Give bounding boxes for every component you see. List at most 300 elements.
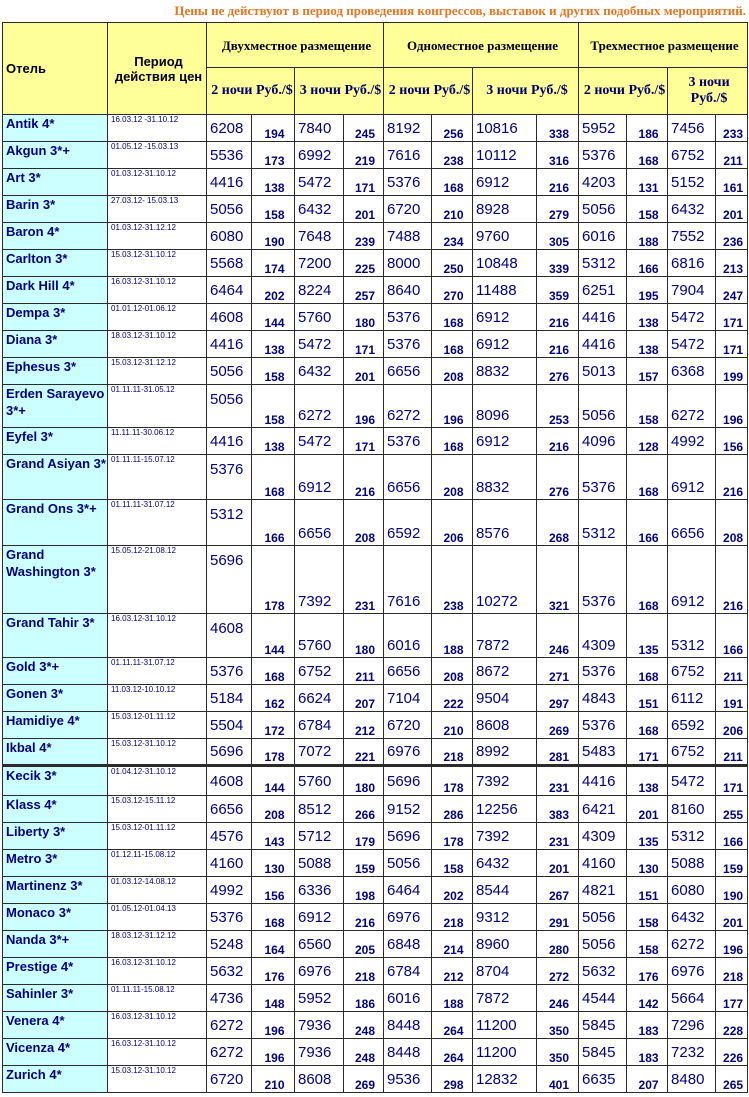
price-rub: 4160 bbox=[207, 850, 252, 877]
price-rub: 6656 bbox=[668, 500, 716, 546]
price-rub: 7904 bbox=[668, 277, 716, 304]
table-row bbox=[3, 658, 748, 685]
table-row bbox=[3, 223, 748, 250]
price-rub: 8832 bbox=[473, 358, 537, 385]
price-rub: 6272 bbox=[384, 385, 432, 428]
price-usd: 268 bbox=[537, 500, 579, 546]
table-row bbox=[3, 877, 748, 904]
price-rub: 7872 bbox=[473, 985, 537, 1012]
price-usd: 264 bbox=[432, 1039, 473, 1066]
validity-period: 01.03.12-14.08.12 bbox=[108, 877, 207, 904]
table-row bbox=[3, 766, 748, 796]
price-usd: 236 bbox=[716, 223, 748, 250]
price-usd: 216 bbox=[716, 455, 748, 500]
validity-period: 15.03.12-31.12.12 bbox=[108, 358, 207, 385]
price-usd: 255 bbox=[716, 796, 748, 823]
price-usd: 201 bbox=[716, 904, 748, 931]
price-rub: 4160 bbox=[579, 850, 627, 877]
price-rub: 6912 bbox=[473, 169, 537, 196]
price-rub: 6464 bbox=[207, 277, 252, 304]
price-rub: 8672 bbox=[473, 658, 537, 685]
price-rub: 12256 bbox=[473, 796, 537, 823]
hotel-name: Martinenz 3* bbox=[3, 877, 108, 904]
price-usd: 297 bbox=[537, 685, 579, 712]
price-usd: 188 bbox=[432, 614, 473, 658]
price-rub: 5472 bbox=[295, 169, 344, 196]
price-rub: 5056 bbox=[207, 385, 252, 428]
table-row bbox=[3, 614, 748, 658]
price-rub: 9152 bbox=[384, 796, 432, 823]
price-usd: 191 bbox=[716, 685, 748, 712]
price-rub: 8992 bbox=[473, 739, 537, 766]
price-usd: 338 bbox=[537, 115, 579, 142]
price-usd: 144 bbox=[252, 614, 295, 658]
price-rub: 6464 bbox=[384, 877, 432, 904]
validity-period: 01.11.11-15.08.12 bbox=[108, 985, 207, 1012]
hotel-name: Hamidiye 4* bbox=[3, 712, 108, 739]
validity-period: 11.03.12-10.10.12 bbox=[108, 685, 207, 712]
price-rub: 5696 bbox=[207, 546, 252, 614]
hotel-name: Dark Hill 4* bbox=[3, 277, 108, 304]
price-rub: 6432 bbox=[295, 196, 344, 223]
price-usd: 270 bbox=[432, 277, 473, 304]
price-usd: 168 bbox=[627, 546, 668, 614]
price-rub: 6656 bbox=[384, 658, 432, 685]
price-rub: 6592 bbox=[384, 500, 432, 546]
price-rub: 4843 bbox=[579, 685, 627, 712]
price-usd: 218 bbox=[432, 904, 473, 931]
price-rub: 5632 bbox=[579, 958, 627, 985]
price-usd: 321 bbox=[537, 546, 579, 614]
price-rub: 4992 bbox=[668, 428, 716, 455]
price-usd: 208 bbox=[432, 658, 473, 685]
price-usd: 194 bbox=[252, 115, 295, 142]
price-rub: 4608 bbox=[207, 614, 252, 658]
price-usd: 178 bbox=[432, 823, 473, 850]
price-rub: 6848 bbox=[384, 931, 432, 958]
hotel-name: Art 3* bbox=[3, 169, 108, 196]
validity-period: 01.12.11-15.08.12 bbox=[108, 850, 207, 877]
price-rub: 6560 bbox=[295, 931, 344, 958]
price-rub: 8224 bbox=[295, 277, 344, 304]
price-rub: 5056 bbox=[384, 850, 432, 877]
price-rub: 5664 bbox=[668, 985, 716, 1012]
validity-period: 16.03.12-31.10.12 bbox=[108, 614, 207, 658]
hotel-name: Gold 3*+ bbox=[3, 658, 108, 685]
price-rub: 9504 bbox=[473, 685, 537, 712]
table-row bbox=[3, 931, 748, 958]
hotel-name: Diana 3* bbox=[3, 331, 108, 358]
price-rub: 8608 bbox=[473, 712, 537, 739]
price-usd: 231 bbox=[537, 766, 579, 796]
price-usd: 130 bbox=[252, 850, 295, 877]
price-usd: 208 bbox=[344, 500, 384, 546]
price-rub: 5056 bbox=[579, 385, 627, 428]
hotel-name: Venera 4* bbox=[3, 1012, 108, 1039]
price-usd: 171 bbox=[627, 739, 668, 766]
price-usd: 221 bbox=[344, 739, 384, 766]
price-rub: 6752 bbox=[668, 142, 716, 169]
header-single-2n: 2 ночи Руб./$ bbox=[384, 68, 473, 115]
price-rub: 6272 bbox=[668, 931, 716, 958]
hotel-name: Ikbal 4* bbox=[3, 739, 108, 766]
validity-period: 15.03.12-01.11.12 bbox=[108, 823, 207, 850]
price-usd: 176 bbox=[252, 958, 295, 985]
price-usd: 148 bbox=[252, 985, 295, 1012]
price-rub: 8640 bbox=[384, 277, 432, 304]
validity-period: 18.03.12-31.10.12 bbox=[108, 331, 207, 358]
price-rub: 6720 bbox=[384, 196, 432, 223]
price-rub: 8192 bbox=[384, 115, 432, 142]
price-rub: 5376 bbox=[579, 455, 627, 500]
price-usd: 159 bbox=[716, 850, 748, 877]
hotel-name: Barin 3* bbox=[3, 196, 108, 223]
price-rub: 5472 bbox=[295, 428, 344, 455]
price-usd: 216 bbox=[537, 304, 579, 331]
price-usd: 171 bbox=[716, 331, 748, 358]
price-rub: 4309 bbox=[579, 823, 627, 850]
price-usd: 269 bbox=[344, 1066, 384, 1093]
price-usd: 246 bbox=[537, 614, 579, 658]
price-usd: 246 bbox=[537, 985, 579, 1012]
price-rub: 12832 bbox=[473, 1066, 537, 1093]
price-usd: 207 bbox=[627, 1066, 668, 1093]
price-usd: 168 bbox=[432, 304, 473, 331]
table-row bbox=[3, 823, 748, 850]
price-usd: 143 bbox=[252, 823, 295, 850]
price-rub: 4309 bbox=[579, 614, 627, 658]
validity-period: 15.05.12-21.08.12 bbox=[108, 546, 207, 614]
price-rub: 5056 bbox=[579, 931, 627, 958]
price-rub: 6912 bbox=[473, 304, 537, 331]
price-rub: 11200 bbox=[473, 1039, 537, 1066]
price-usd: 168 bbox=[252, 904, 295, 931]
price-usd: 276 bbox=[537, 455, 579, 500]
price-rub: 6592 bbox=[668, 712, 716, 739]
price-usd: 298 bbox=[432, 1066, 473, 1093]
price-rub: 8480 bbox=[668, 1066, 716, 1093]
price-usd: 233 bbox=[716, 115, 748, 142]
price-usd: 272 bbox=[537, 958, 579, 985]
price-usd: 156 bbox=[252, 877, 295, 904]
price-rub: 6421 bbox=[579, 796, 627, 823]
price-rub: 6016 bbox=[384, 614, 432, 658]
price-usd: 359 bbox=[537, 277, 579, 304]
price-usd: 383 bbox=[537, 796, 579, 823]
price-usd: 211 bbox=[716, 739, 748, 766]
price-rub: 6635 bbox=[579, 1066, 627, 1093]
price-rub: 6251 bbox=[579, 277, 627, 304]
validity-period: 01.04.12-31.10.12 bbox=[108, 766, 207, 796]
price-rub: 6976 bbox=[295, 958, 344, 985]
price-usd: 248 bbox=[344, 1012, 384, 1039]
price-rub: 5760 bbox=[295, 304, 344, 331]
hotel-name: Kecik 3* bbox=[3, 766, 108, 796]
price-usd: 171 bbox=[344, 428, 384, 455]
price-rub: 5845 bbox=[579, 1012, 627, 1039]
price-usd: 250 bbox=[432, 250, 473, 277]
price-usd: 168 bbox=[252, 455, 295, 500]
price-usd: 171 bbox=[716, 304, 748, 331]
price-usd: 171 bbox=[716, 766, 748, 796]
price-usd: 202 bbox=[252, 277, 295, 304]
price-rub: 11488 bbox=[473, 277, 537, 304]
table-row bbox=[3, 1012, 748, 1039]
price-usd: 158 bbox=[627, 385, 668, 428]
price-rub: 6912 bbox=[295, 904, 344, 931]
price-usd: 158 bbox=[627, 931, 668, 958]
price-usd: 211 bbox=[716, 658, 748, 685]
price-usd: 201 bbox=[344, 358, 384, 385]
price-usd: 177 bbox=[716, 985, 748, 1012]
price-usd: 222 bbox=[432, 685, 473, 712]
price-usd: 207 bbox=[344, 685, 384, 712]
price-rub: 5376 bbox=[384, 304, 432, 331]
validity-period: 15.03.12-31.10.12 bbox=[108, 739, 207, 766]
price-usd: 253 bbox=[537, 385, 579, 428]
price-usd: 166 bbox=[627, 250, 668, 277]
table-row bbox=[3, 685, 748, 712]
price-rub: 6912 bbox=[473, 331, 537, 358]
price-usd: 238 bbox=[432, 546, 473, 614]
price-usd: 208 bbox=[252, 796, 295, 823]
price-rub: 6976 bbox=[668, 958, 716, 985]
price-usd: 178 bbox=[252, 546, 295, 614]
price-usd: 176 bbox=[627, 958, 668, 985]
price-rub: 6432 bbox=[668, 904, 716, 931]
hotel-name: Grand Asiyan 3* bbox=[3, 455, 108, 500]
price-rub: 5248 bbox=[207, 931, 252, 958]
price-rub: 5760 bbox=[295, 614, 344, 658]
price-usd: 151 bbox=[627, 877, 668, 904]
price-rub: 8576 bbox=[473, 500, 537, 546]
hotel-name: Klass 4* bbox=[3, 796, 108, 823]
hotel-name: Ephesus 3* bbox=[3, 358, 108, 385]
hotel-name: Carlton 3* bbox=[3, 250, 108, 277]
price-usd: 128 bbox=[627, 428, 668, 455]
price-rub: 11200 bbox=[473, 1012, 537, 1039]
price-rub: 4416 bbox=[207, 169, 252, 196]
price-usd: 130 bbox=[627, 850, 668, 877]
price-usd: 186 bbox=[627, 115, 668, 142]
price-rub: 7616 bbox=[384, 142, 432, 169]
price-rub: 7552 bbox=[668, 223, 716, 250]
price-usd: 198 bbox=[344, 877, 384, 904]
header-triple-2n: 2 ночи Руб./$ bbox=[579, 68, 668, 115]
price-rub: 6112 bbox=[668, 685, 716, 712]
price-rub: 10848 bbox=[473, 250, 537, 277]
price-usd: 231 bbox=[537, 823, 579, 850]
price-usd: 158 bbox=[432, 850, 473, 877]
hotel-name: Baron 4* bbox=[3, 223, 108, 250]
validity-period: 15.03.12-01.11.12 bbox=[108, 712, 207, 739]
price-usd: 216 bbox=[537, 169, 579, 196]
price-rub: 5845 bbox=[579, 1039, 627, 1066]
price-rub: 6976 bbox=[384, 739, 432, 766]
price-usd: 168 bbox=[627, 142, 668, 169]
table-row bbox=[3, 304, 748, 331]
price-usd: 234 bbox=[432, 223, 473, 250]
table-row bbox=[3, 250, 748, 277]
price-usd: 158 bbox=[627, 904, 668, 931]
price-usd: 267 bbox=[537, 877, 579, 904]
price-usd: 276 bbox=[537, 358, 579, 385]
price-usd: 216 bbox=[344, 904, 384, 931]
price-rub: 4416 bbox=[579, 304, 627, 331]
validity-period: 01.11.11-31.07.12 bbox=[108, 500, 207, 546]
price-usd: 256 bbox=[432, 115, 473, 142]
validity-period: 16.03.12-31.10.12 bbox=[108, 1012, 207, 1039]
price-rub: 7296 bbox=[668, 1012, 716, 1039]
price-usd: 168 bbox=[627, 658, 668, 685]
price-usd: 257 bbox=[344, 277, 384, 304]
validity-period: 01.03.12-31.12.12 bbox=[108, 223, 207, 250]
price-rub: 8544 bbox=[473, 877, 537, 904]
price-rub: 5376 bbox=[384, 331, 432, 358]
price-rub: 6752 bbox=[295, 658, 344, 685]
hotel-name: Zurich 4* bbox=[3, 1066, 108, 1093]
price-usd: 280 bbox=[537, 931, 579, 958]
price-usd: 196 bbox=[716, 385, 748, 428]
price-usd: 264 bbox=[432, 1012, 473, 1039]
hotel-name: Prestige 4* bbox=[3, 958, 108, 985]
price-usd: 158 bbox=[252, 358, 295, 385]
price-rub: 6912 bbox=[668, 455, 716, 500]
price-usd: 212 bbox=[344, 712, 384, 739]
hotel-name: Antik 4* bbox=[3, 115, 108, 142]
header-triple-3n: 3 ночи Руб./$ bbox=[668, 68, 748, 115]
price-usd: 174 bbox=[252, 250, 295, 277]
price-rub: 5952 bbox=[579, 115, 627, 142]
price-rub: 5504 bbox=[207, 712, 252, 739]
price-usd: 171 bbox=[344, 169, 384, 196]
validity-period: 01.11.11-15.07.12 bbox=[108, 455, 207, 500]
price-usd: 279 bbox=[537, 196, 579, 223]
validity-period: 01.11.11-31.05.12 bbox=[108, 385, 207, 428]
price-rub: 5696 bbox=[384, 766, 432, 796]
table-row bbox=[3, 455, 748, 500]
table-row bbox=[3, 196, 748, 223]
price-rub: 6752 bbox=[668, 658, 716, 685]
price-rub: 5472 bbox=[668, 331, 716, 358]
price-usd: 350 bbox=[537, 1012, 579, 1039]
table-row bbox=[3, 142, 748, 169]
price-usd: 238 bbox=[432, 142, 473, 169]
hotel-name: Metro 3* bbox=[3, 850, 108, 877]
price-rub: 6720 bbox=[384, 712, 432, 739]
validity-period: 11.11.11-30.06.12 bbox=[108, 428, 207, 455]
price-rub: 5696 bbox=[207, 739, 252, 766]
price-rub: 8160 bbox=[668, 796, 716, 823]
price-rub: 6080 bbox=[668, 877, 716, 904]
validity-period: 01.11.11-31.07.12 bbox=[108, 658, 207, 685]
price-usd: 247 bbox=[716, 277, 748, 304]
price-rub: 5056 bbox=[579, 904, 627, 931]
validity-period: 16.03.12-31.10.12 bbox=[108, 958, 207, 985]
price-usd: 291 bbox=[537, 904, 579, 931]
price-usd: 210 bbox=[252, 1066, 295, 1093]
price-rub: 6336 bbox=[295, 877, 344, 904]
price-rub: 8000 bbox=[384, 250, 432, 277]
price-rub: 6784 bbox=[295, 712, 344, 739]
price-usd: 156 bbox=[716, 428, 748, 455]
price-rub: 5483 bbox=[579, 739, 627, 766]
price-rub: 6016 bbox=[384, 985, 432, 1012]
price-usd: 208 bbox=[432, 358, 473, 385]
price-usd: 188 bbox=[627, 223, 668, 250]
validity-period: 01.05.12 -15.03.13 bbox=[108, 142, 207, 169]
price-rub: 7104 bbox=[384, 685, 432, 712]
price-usd: 201 bbox=[537, 850, 579, 877]
price-usd: 216 bbox=[716, 546, 748, 614]
price-rub: 6272 bbox=[295, 385, 344, 428]
price-usd: 216 bbox=[344, 455, 384, 500]
price-usd: 208 bbox=[716, 500, 748, 546]
price-usd: 201 bbox=[344, 196, 384, 223]
price-rub: 5376 bbox=[579, 712, 627, 739]
price-rub: 6432 bbox=[473, 850, 537, 877]
price-rub: 5088 bbox=[295, 850, 344, 877]
price-usd: 216 bbox=[537, 428, 579, 455]
price-usd: 159 bbox=[344, 850, 384, 877]
price-rub: 4576 bbox=[207, 823, 252, 850]
table-row bbox=[3, 546, 748, 614]
table-row bbox=[3, 169, 748, 196]
price-usd: 138 bbox=[627, 304, 668, 331]
validity-period: 15.03.12-15.11.12 bbox=[108, 796, 207, 823]
hotel-name: Vicenza 4* bbox=[3, 1039, 108, 1066]
price-rub: 5312 bbox=[579, 250, 627, 277]
price-usd: 202 bbox=[432, 877, 473, 904]
price-usd: 183 bbox=[627, 1012, 668, 1039]
price-usd: 196 bbox=[432, 385, 473, 428]
price-usd: 213 bbox=[716, 250, 748, 277]
price-usd: 218 bbox=[344, 958, 384, 985]
price-rub: 7232 bbox=[668, 1039, 716, 1066]
price-usd: 225 bbox=[344, 250, 384, 277]
price-usd: 178 bbox=[252, 739, 295, 766]
hotel-name: Eyfel 3* bbox=[3, 428, 108, 455]
header-double-3n: 3 ночи Руб./$ bbox=[295, 68, 384, 115]
price-usd: 401 bbox=[537, 1066, 579, 1093]
price-usd: 158 bbox=[627, 196, 668, 223]
price-rub: 7616 bbox=[384, 546, 432, 614]
price-table-body bbox=[3, 115, 748, 1093]
price-usd: 138 bbox=[252, 331, 295, 358]
price-usd: 206 bbox=[716, 712, 748, 739]
price-usd: 164 bbox=[252, 931, 295, 958]
price-rub: 4096 bbox=[579, 428, 627, 455]
price-usd: 205 bbox=[344, 931, 384, 958]
hotel-name: Erden Sarayevo 3*+ bbox=[3, 385, 108, 428]
price-rub: 5184 bbox=[207, 685, 252, 712]
price-usd: 142 bbox=[627, 985, 668, 1012]
price-rub: 7392 bbox=[473, 823, 537, 850]
price-rub: 4821 bbox=[579, 877, 627, 904]
price-rub: 5376 bbox=[579, 142, 627, 169]
price-usd: 216 bbox=[537, 331, 579, 358]
price-usd: 173 bbox=[252, 142, 295, 169]
price-rub: 5376 bbox=[207, 455, 252, 500]
price-rub: 4203 bbox=[579, 169, 627, 196]
validity-period: 16.03.12-31.10.12 bbox=[108, 1039, 207, 1066]
price-usd: 239 bbox=[344, 223, 384, 250]
price-rub: 5472 bbox=[668, 304, 716, 331]
price-rub: 5056 bbox=[579, 196, 627, 223]
price-usd: 168 bbox=[252, 658, 295, 685]
price-rub: 6624 bbox=[295, 685, 344, 712]
price-rub: 7872 bbox=[473, 614, 537, 658]
